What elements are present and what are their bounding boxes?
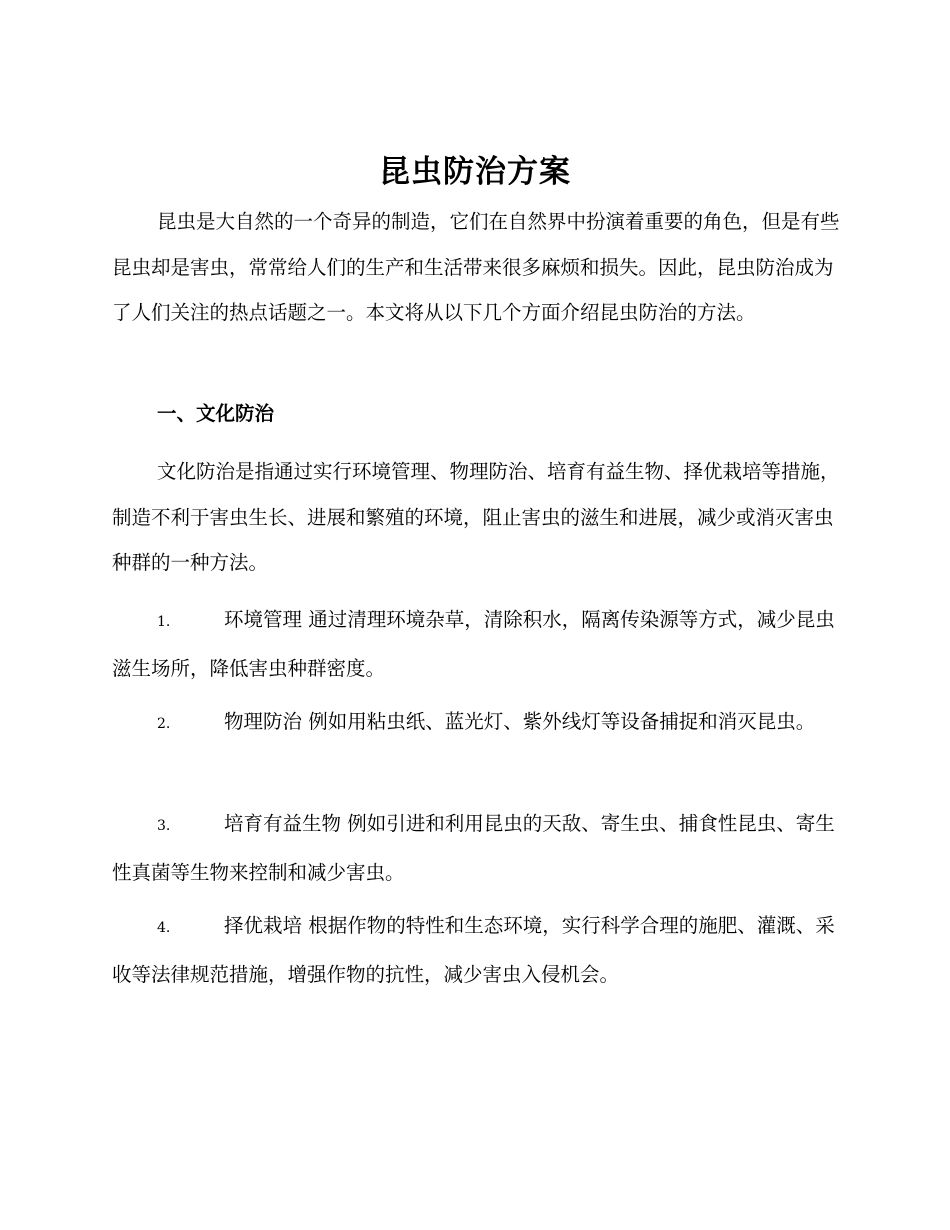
intro-paragraph: 昆虫是大自然的一个奇异的制造，它们在自然界中扮演着重要的角色，但是有些昆虫却是害虫，常常给人们的生产和生活带来很多麻烦和损失。因此，昆虫防治成为了人们关注的热点话题之一。本文将从以下几个方面介绍昆虫防治的方法。 xyxy=(112,210,840,324)
list-number: 4. xyxy=(157,920,171,936)
list-item-text: 物理防治 例如用粘虫纸、蓝光灯、紫外线灯等设备捕捉和消灭昆虫。 xyxy=(224,710,816,733)
document-title: 昆虫防治方案 xyxy=(379,154,571,190)
list-item-text: 培育有益生物 例如引进和利用昆虫的天敌、寄生虫、捕食性昆虫、寄生性真菌等生物来控制和减少害虫。 xyxy=(112,812,835,884)
section-heading: 一、文化防治 xyxy=(157,402,275,425)
list-number: 3. xyxy=(157,818,171,834)
section-body-paragraph: 文化防治是指通过实行环境管理、物理防治、培育有益生物、择优栽培等措施，制造不利于害虫生长、进展和繁殖的环境，阻止害虫的滋生和进展，减少或消灭害虫种群的一种方法。 xyxy=(112,460,840,574)
list-item-3 xyxy=(112,801,840,895)
list-item-4 xyxy=(112,903,840,997)
list-item-1 xyxy=(112,597,840,691)
list-item-text: 环境管理 通过清理环境杂草，清除积水，隔离传染源等方式，减少昆虫滋生场所，降低害虫种群密度。 xyxy=(112,608,835,680)
list-number: 1. xyxy=(157,614,171,630)
list-number: 2. xyxy=(157,716,171,732)
list-item-text: 择优栽培 根据作物的特性和生态环境，实行科学合理的施肥、灌溉、采收等法律规范措施，增强作物的抗性，减少害虫入侵机会。 xyxy=(112,914,835,986)
list-item-2 xyxy=(112,699,840,748)
